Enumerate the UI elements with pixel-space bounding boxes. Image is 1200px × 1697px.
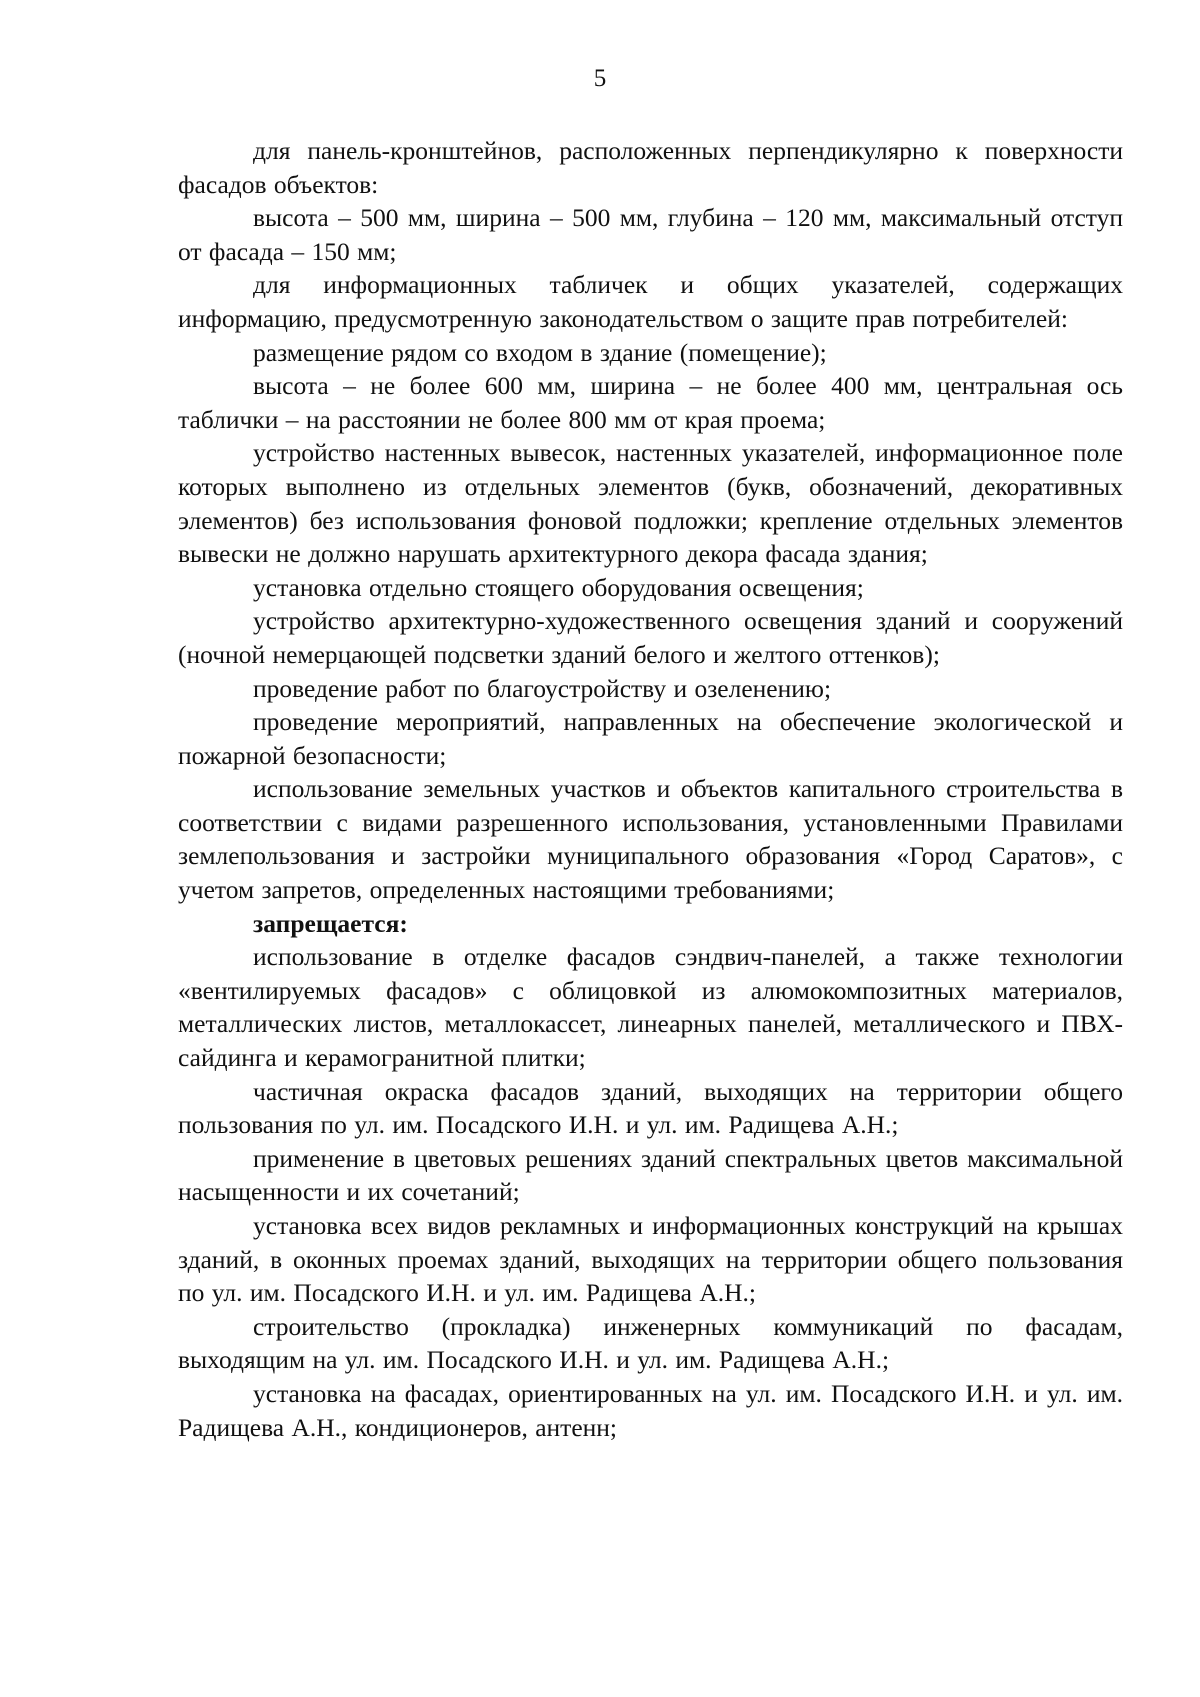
- paragraph-15: применение в цветовых решениях зданий спектральных цветов максимальной насыщенности и их сочетаний;: [178, 1143, 1123, 1207]
- paragraph-5: высота – не более 600 мм, ширина – не более 400 мм, центральная ось таблички – на расстоянии не более 800 мм от края проема;: [178, 371, 1123, 434]
- paragraph-2: высота – 500 мм, ширина – 500 мм, глубина – 120 мм, максимальный отступ от фасада – 150 мм;: [178, 203, 1123, 266]
- paragraph-11: использование земельных участков и объектов капитального строительства в соответствии с видами разрешенного использования, установленными Правилами землепользования и застройки муниципального образования «Город Саратов», с учетом запретов, определенных настоящими требованиями;: [178, 774, 1123, 905]
- paragraph-4: размещение рядом со входом в здание (помещение);: [253, 337, 827, 367]
- section-heading-prohibited: запрещается:: [253, 908, 408, 938]
- paragraph-1: для панель-кронштейнов, расположенных перпендикулярно к поверхности фасадов объектов:: [178, 136, 1123, 199]
- paragraph-18: установка на фасадах, ориентированных на ул. им. Посадского И.Н. и ул. им. Радищева А.Н., кондиционеров, антенн;: [178, 1378, 1123, 1442]
- paragraph-17: строительство (прокладка) инженерных коммуникаций по фасадам, выходящим на ул. им. Посадского И.Н. и ул. им. Радищева А.Н.;: [178, 1311, 1123, 1375]
- page-number: 5: [593, 65, 607, 92]
- paragraph-3: для информационных табличек и общих указателей, содержащих информацию, предусмотренную законодательством о защите прав потребителей:: [178, 270, 1123, 333]
- paragraph-10: проведение мероприятий, направленных на обеспечение экологической и пожарной безопасности;: [178, 707, 1123, 770]
- paragraph-8: устройство архитектурно-художественного освещения зданий и сооружений (ночной немерцающей подсветки зданий белого и желтого оттенков);: [178, 606, 1123, 669]
- paragraph-14: частичная окраска фасадов зданий, выходящих на территории общего пользования по ул. им. Посадского И.Н. и ул. им. Радищева А.Н.;: [178, 1076, 1123, 1140]
- paragraph-7: установка отдельно стоящего оборудования освещения;: [253, 572, 864, 602]
- paragraph-16: установка всех видов рекламных и информационных конструкций на крышах зданий, в оконных проемах зданий, выходящих на территории общего пользования по ул. им. Посадского И.Н. и ул. им. Радищева А.Н.;: [178, 1211, 1123, 1308]
- document-body: [178, 134, 1123, 1444]
- paragraph-9: проведение работ по благоустройству и озеленению;: [253, 673, 832, 703]
- paragraph-6: устройство настенных вывесок, настенных указателей, информационное поле которых выполнено из отдельных элементов (букв, обозначений, декоративных элементов) без использования фоновой подложки; крепление отдельных элементов вывески не должно нарушать архитектурного декора фасада здания;: [178, 438, 1123, 569]
- paragraph-13: использование в отделке фасадов сэндвич-панелей, а также технологии «вентилируемых фасадов» с облицовкой из алюмокомпозитных материалов, металлических листов, металлокассет, линеарных панелей, металлического и ПВХ-сайдинга и керамогранитной плитки;: [178, 942, 1123, 1073]
